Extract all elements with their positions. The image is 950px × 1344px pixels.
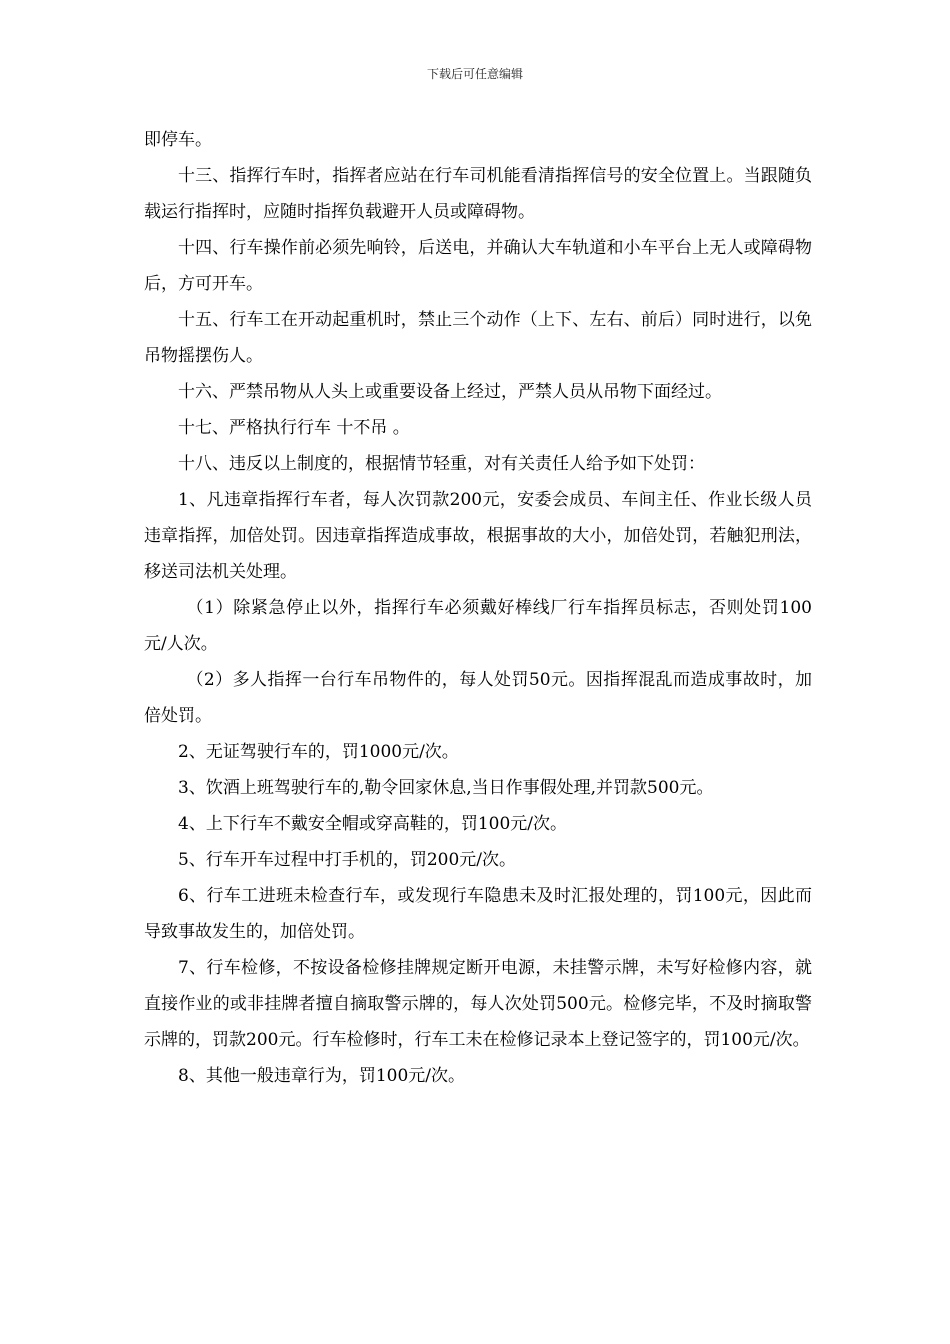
paragraph-item-18: 十八、违反以上制度的，根据情节轻重，对有关责任人给予如下处罚： [178,454,705,474]
paragraph-item-17: 十七、严格执行行车 十不吊 。 [178,418,410,438]
paragraph-continuation: 即停车。 [144,130,212,150]
document-body [144,122,812,1094]
page-header: 下载后可任意编辑 [426,67,523,81]
penalty-item-4: 4、上下行车不戴安全帽或穿高鞋的，罚100元/次。 [178,814,567,834]
penalty-item-2: 2、无证驾驶行车的，罚1000元/次。 [178,742,459,762]
penalty-item-8: 8、其他一般违章行为，罚100元/次。 [178,1066,465,1086]
penalty-item-1: 1、凡违章指挥行车者，每人次罚款200元，安委会成员、车间主任、作业长级人员违章指挥，加倍处罚。因违章指挥造成事故，根据事故的大小，加倍处罚，若触犯刑法，移送司法机关处理。 [144,490,812,582]
paragraph-item-13: 十三、指挥行车时，指挥者应站在行车司机能看清指挥信号的安全位置上。当跟随负载运行指挥时，应随时指挥负载避开人员或障碍物。 [144,166,812,222]
paragraph-item-16: 十六、严禁吊物从人头上或重要设备上经过，严禁人员从吊物下面经过。 [178,382,722,402]
penalty-subitem-1: （1）除紧急停止以外，指挥行车必须戴好棒线厂行车指挥员标志，否则处罚100元/人次。 [144,598,812,654]
penalty-subitem-2: （2）多人指挥一台行车吊物件的，每人处罚50元。因指挥混乱而造成事故时，加倍处罚。 [144,670,812,726]
penalty-item-3: 3、饮酒上班驾驶行车的,勒令回家休息,当日作事假处理,并罚款500元。 [178,778,714,798]
penalty-item-6: 6、行车工进班未检查行车，或发现行车隐患未及时汇报处理的，罚100元，因此而导致事故发生的，加倍处罚。 [144,886,812,942]
penalty-item-7: 7、行车检修，不按设备检修挂牌规定断开电源，未挂警示牌，未写好检修内容，就直接作业的或非挂牌者擅自摘取警示牌的，每人次处罚500元。检修完毕，不及时摘取警示牌的，罚款200元。行车检修时，行车工未在检修记录本上登记签字的，罚100元/次。 [144,958,812,1050]
paragraph-item-14: 十四、行车操作前必须先响铃，后送电，并确认大车轨道和小车平台上无人或障碍物后，方可开车。 [144,238,812,294]
paragraph-item-15: 十五、行车工在开动起重机时，禁止三个动作（上下、左右、前后）同时进行，以免吊物摇摆伤人。 [144,310,812,366]
penalty-item-5: 5、行车开车过程中打手机的，罚200元/次。 [178,850,516,870]
